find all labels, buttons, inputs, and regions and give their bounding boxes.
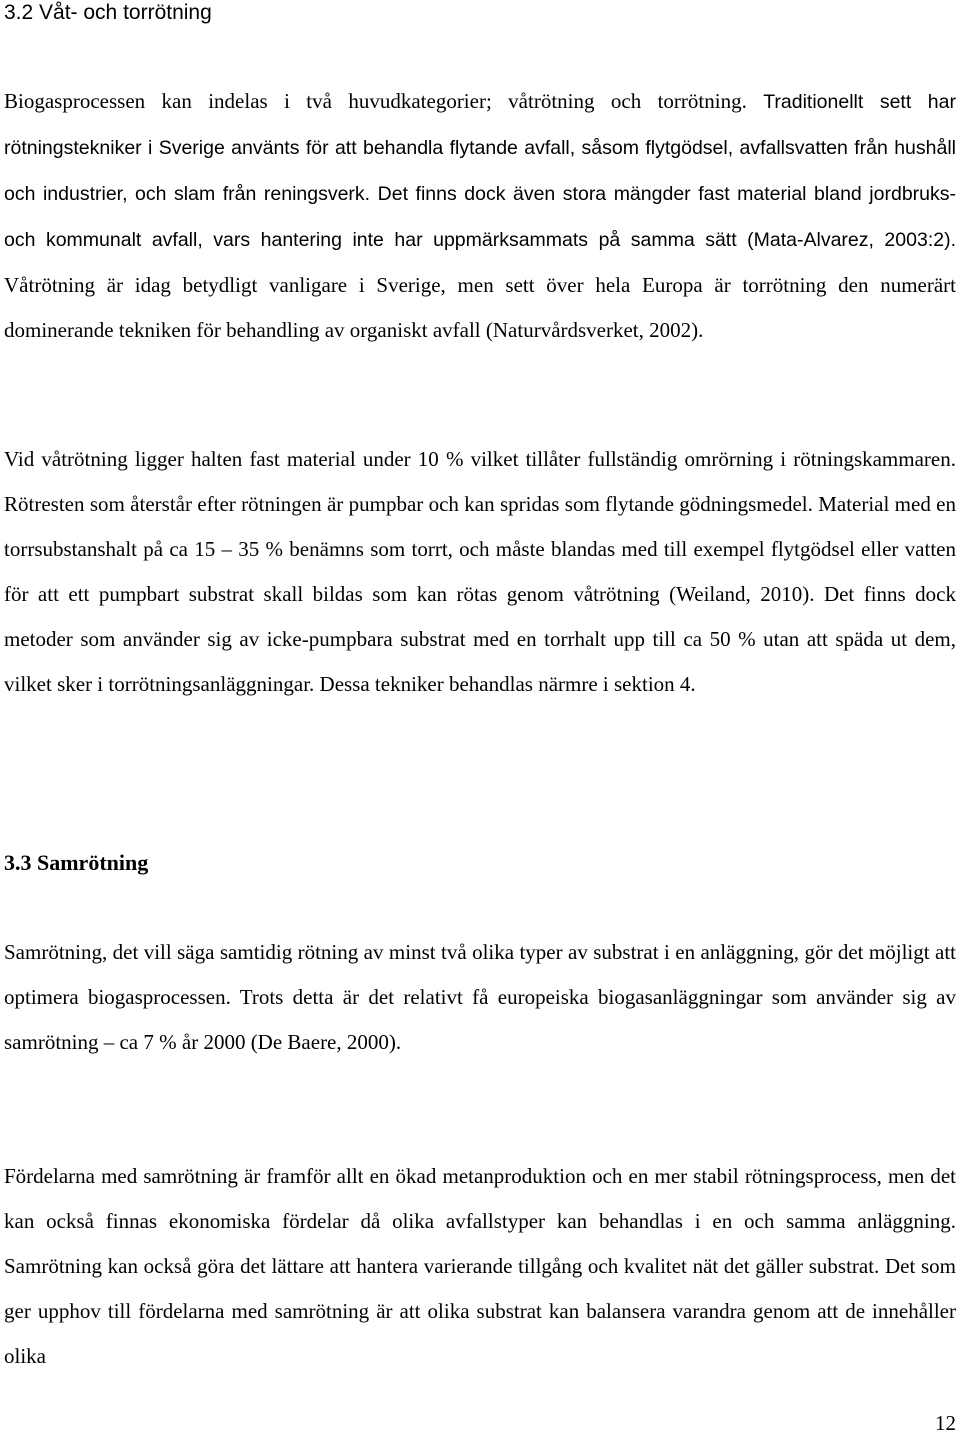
sentence: Biogasprocessen kan indelas i två huvudkategorier; våtrötning och torrötning. xyxy=(4,89,764,113)
page-number: 12 xyxy=(935,1411,956,1435)
paragraph-3-3-a xyxy=(4,930,956,1065)
sentence: Fördelarna med samrötning är framför allt en ökad metanproduktion och en mer stabil rötningsprocess, men det kan också finnas ekonomiska fördelar då olika avfallstyper kan behandlas i en och samma anläggning. Samrötning kan också göra det lättare att hantera varierande tillgång och kvalitet nät det gäller substrat. Det som ger upphov till fördelarna med samrötning är att olika substrat kan balansera varandra genom att de innehåller olika xyxy=(4,1164,956,1368)
section-heading-3-2: 3.2 Våt- och torrötning xyxy=(4,1,212,24)
paragraph-3-2-a xyxy=(4,79,956,353)
paragraph-3-2-b xyxy=(4,437,956,707)
paragraph-3-3-b xyxy=(4,1154,956,1379)
sentence: Vid våtrötning ligger halten fast material under 10 % vilket tillåter fullständig omrörning i rötningskammaren. Rötresten som återstår efter rötningen är pumpbar och kan spridas som flytande gödningsmedel. Material med en torrsubstanshalt på ca 15 – 35 % benämns som torrt, och måste blandas med till exempel flytgödsel eller vatten för att ett pumpbart substrat skall bildas som kan rötas genom våtrötning (Weiland, 2010). Det finns dock metoder som använder sig av icke-pumpbara substrat med en torrhalt upp till ca 50 % utan att späda ut dem, vilket sker i torrötningsanläggningar. Dessa tekniker behandlas närmre i sektion 4. xyxy=(4,447,956,696)
sentence: Samrötning, det vill säga samtidig rötning av minst två olika typer av substrat i en anläggning, gör det möjligt att optimera biogasprocessen. Trots detta är det relativt få europeiska biogasanläggningar som använder sig av samrötning – ca 7 % år 2000 (De Baere, 2000). xyxy=(4,940,956,1054)
sentence: Våtrötning är idag betydligt vanligare i Sverige, men sett över hela Europa är torrötning den numerärt dominerande tekniken för behandling av organiskt avfall (Naturvårdsverket, 2002). xyxy=(4,273,956,342)
section-heading-3-3: 3.3 Samrötning xyxy=(4,850,149,875)
sentence: Traditionellt sett har rötningstekniker i Sverige använts för att behandla flytande avfall, såsom flytgödsel, avfallsvatten från hushåll och industrier, och slam från reningsverk. xyxy=(4,91,956,205)
sentence: Det finns dock även stora mängder fast material bland jordbruks- och kommunalt avfall, vars hantering inte har uppmärksammats på samma sätt (Mata-Alvarez, 2003:2). xyxy=(4,183,956,251)
